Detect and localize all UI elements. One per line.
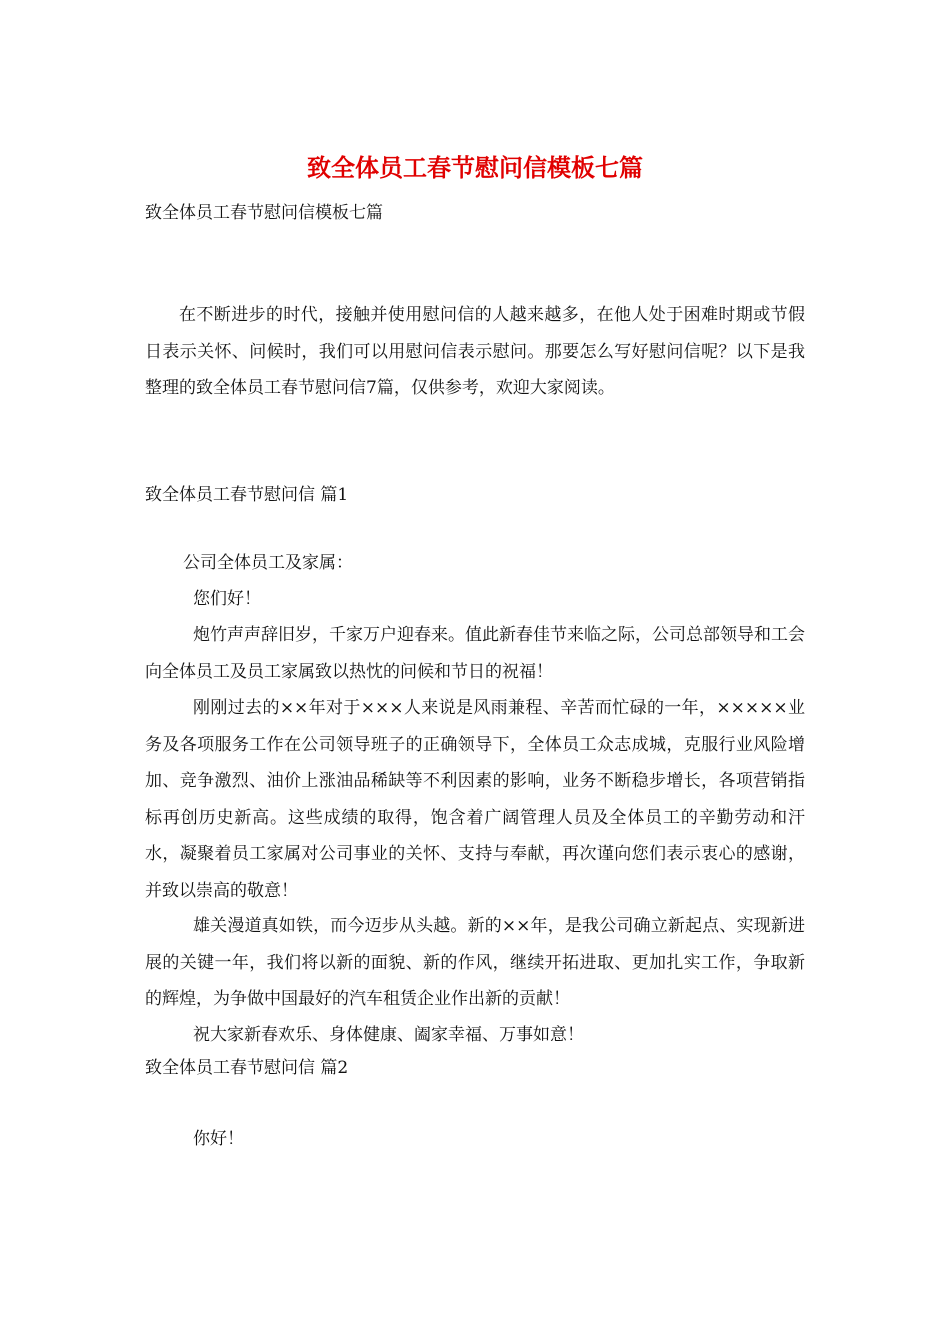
section-2-heading: 致全体员工春节慰问信 篇2 <box>145 1058 349 1078</box>
document-subtitle: 致全体员工春节慰问信模板七篇 <box>145 203 383 223</box>
section-2-greeting: 你好！ <box>193 1129 244 1149</box>
document-title: 致全体员工春节慰问信模板七篇 <box>307 153 643 182</box>
section-1-paragraph-2: 刚刚过去的××年对于×××人来说是风雨兼程、辛苦而忙碌的一年，×××××业务及各项服务工作在公司领导班子的正确领导下，全体员工众志成城，克服行业风险增加、竞争激烈、油价上涨油品稀缺等不利因素的影响，业务不断稳步增长，各项营销指标再创历史新高。这些成绩的取得，饱含着广阔管理人员及全体员工的辛勤劳动和汗水，凝聚着员工家属对公司事业的关怀、支持与奉献，再次谨向您们表示衷心的感谢，并致以崇高的敬意！ <box>145 698 805 901</box>
section-1-paragraph-3: 雄关漫道真如铁，而今迈步从头越。新的××年，是我公司确立新起点、实现新进展的关键一年，我们将以新的面貌、新的作风，继续开拓进取、更加扎实工作，争取新的辉煌，为争做中国最好的汽车租赁企业作出新的贡献！ <box>145 916 805 1009</box>
intro-paragraph: 在不断进步的时代，接触并使用慰问信的人越来越多，在他人处于困难时期或节假日表示关怀、问候时，我们可以用慰问信表示慰问。那要怎么写好慰问信呢？以下是我整理的致全体员工春节慰问信7篇，仅供参考，欢迎大家阅读。 <box>145 305 805 398</box>
section-1-closing: 祝大家新春欢乐、身体健康、阖家幸福、万事如意！ <box>193 1025 584 1045</box>
section-1-salutation: 公司全体员工及家属： <box>183 553 353 573</box>
section-1-greeting: 您们好！ <box>193 589 261 609</box>
section-1-paragraph-1: 炮竹声声辞旧岁，千家万户迎春来。值此新春佳节来临之际，公司总部领导和工会向全体员工及员工家属致以热忱的问候和节日的祝福！ <box>145 625 805 682</box>
section-1-heading: 致全体员工春节慰问信 篇1 <box>145 485 349 505</box>
